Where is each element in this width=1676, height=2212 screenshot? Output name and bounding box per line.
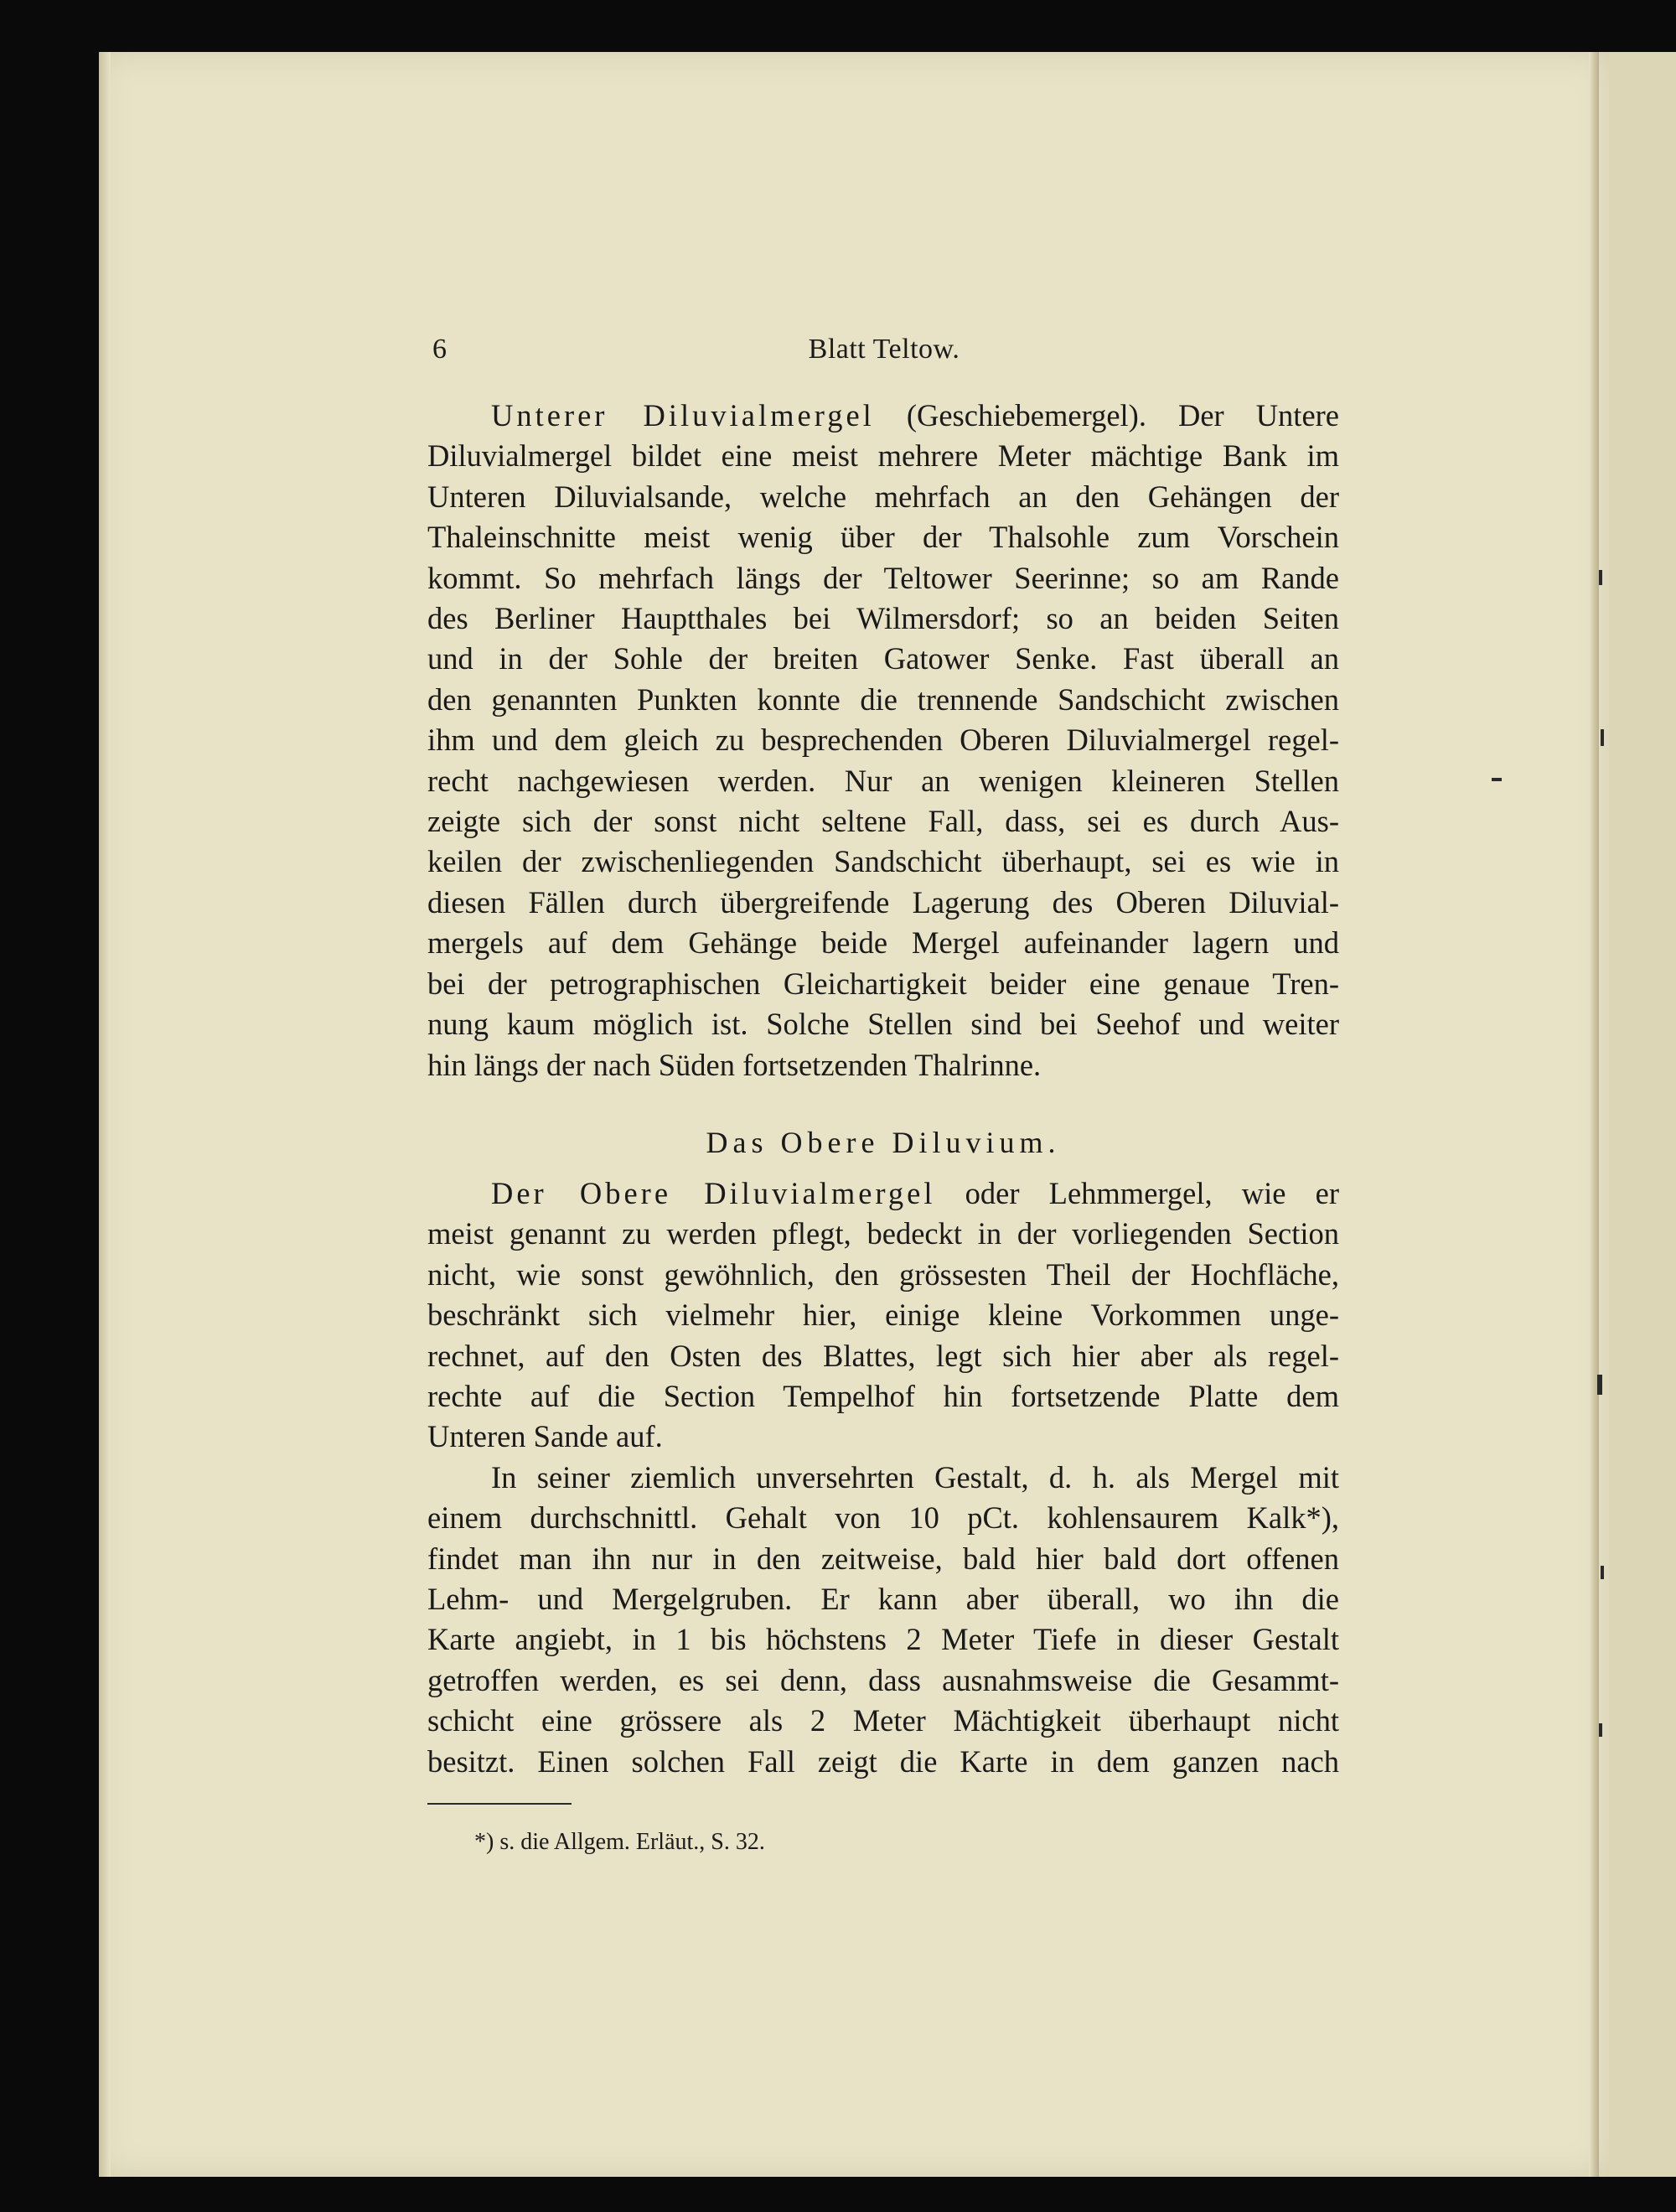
text-line: Thaleinschnitte meist wenig über der Thalsohle zum Vorschein <box>427 520 1339 555</box>
margin-speck <box>1599 1723 1602 1737</box>
footnote-rule <box>427 1803 572 1805</box>
text-line: Unteren Diluvialsande, welche mehrfach an den Gehängen der <box>427 479 1339 514</box>
spaced-term: Unterer Diluvialmergel <box>491 398 875 433</box>
lead-rest: oder Lehmmergel, wie er <box>935 1176 1339 1210</box>
margin-speck <box>1599 570 1602 585</box>
text-line <box>427 1173 1339 1214</box>
text-line: den genannten Punkten konnte die trennende Sandschicht zwischen <box>427 681 1339 717</box>
margin-speck <box>1492 778 1502 781</box>
text-line: Lehm- und Mergelgruben. Er kann aber überall, wo ihn die <box>427 1582 1339 1617</box>
text-line: rechnet, auf den Osten des Blattes, legt sich hier aber als regel- <box>427 1338 1339 1373</box>
paragraph-oberer-diluvialmergel <box>427 1173 1339 1782</box>
paragraph-unterer-diluvialmergel <box>427 396 1339 1085</box>
text-line: Unteren Sande auf. <box>427 1419 663 1454</box>
footnote: *) s. die Allgem. Erläut., S. 32. <box>474 1829 765 1855</box>
spaced-term: Der Obere Diluvialmergel <box>491 1176 936 1210</box>
text-line: und in der Sohle der breiten Gatower Senke. Fast überall an <box>427 641 1339 676</box>
text-line: In seiner ziemlich unversehrten Gestalt, d. h. als Mergel mit <box>491 1459 1339 1495</box>
text-line: bei der petrographischen Gleichartigkeit beider eine genaue Tren- <box>427 966 1339 1001</box>
text-line: findet man ihn nur in den zeitweise, bald hier bald dort offenen <box>427 1541 1339 1576</box>
text-line: getroffen werden, es sei denn, dass ausnahmsweise die Gesammt- <box>427 1662 1339 1697</box>
text-line: besitzt. Einen solchen Fall zeigt die Karte in dem ganzen nach <box>427 1743 1339 1779</box>
text-line: kommt. So mehrfach längs der Teltower Seerinne; so am Rande <box>427 560 1339 595</box>
text-line: hin längs der nach Süden fortsetzenden Thalrinne. <box>427 1047 1042 1082</box>
page-number: 6 <box>432 334 447 365</box>
running-head: Blatt Teltow. <box>808 334 960 365</box>
text-line: keilen der zwischenliegenden Sandschicht überhaupt, sei es wie in <box>427 844 1339 879</box>
text-line: nicht, wie sonst gewöhnlich, den grössesten Theil der Hochfläche, <box>427 1256 1339 1292</box>
text-line <box>427 396 1339 436</box>
lead-rest: (Geschiebemergel). Der Untere <box>874 398 1340 433</box>
section-heading: Das Obere Diluvium. <box>706 1126 1061 1159</box>
text-line: einem durchschnittl. Gehalt von 10 pCt. kohlensaurem Kalk*), <box>427 1500 1339 1536</box>
text-line: Diluvialmergel bildet eine meist mehrere Meter mächtige Bank im <box>427 438 1339 474</box>
text-line: rechte auf die Section Tempelhof hin fortsetzende Platte dem <box>427 1379 1339 1414</box>
page-fore-edge <box>1589 52 1599 2177</box>
text-line: diesen Fällen durch übergreifende Lagerung des Oberen Diluvial- <box>427 884 1339 920</box>
margin-speck <box>1597 1375 1602 1395</box>
text-line: nung kaum möglich ist. Solche Stellen sind bei Seehof und weiter <box>427 1007 1339 1042</box>
text-line: mergels auf dem Gehänge beide Mergel aufeinander lagern und <box>427 925 1339 961</box>
margin-speck <box>1601 1566 1604 1579</box>
text-line: ihm und dem gleich zu besprechenden Oberen Diluvialmergel regel- <box>427 723 1339 758</box>
page-header <box>432 334 1336 376</box>
text-line: Karte angiebt, in 1 bis höchstens 2 Meter Tiefe in dieser Gestalt <box>427 1622 1339 1657</box>
margin-speck <box>1601 729 1604 746</box>
text-line: beschränkt sich vielmehr hier, einige kleine Vorkommen unge- <box>427 1298 1339 1333</box>
text-line: recht nachgewiesen werden. Nur an wenigen kleineren Stellen <box>427 763 1339 798</box>
text-line: meist genannt zu werden pflegt, bedeckt in der vorliegenden Section <box>427 1216 1339 1251</box>
text-line: des Berliner Hauptthales bei Wilmersdorf; so an beiden Seiten <box>427 601 1339 636</box>
text-line: zeigte sich der sonst nicht seltene Fall, dass, sei es durch Aus- <box>427 804 1339 839</box>
page-gutter-shadow <box>99 52 111 2177</box>
text-line: schicht eine grössere als 2 Meter Mächtigkeit überhaupt nicht <box>427 1703 1339 1738</box>
